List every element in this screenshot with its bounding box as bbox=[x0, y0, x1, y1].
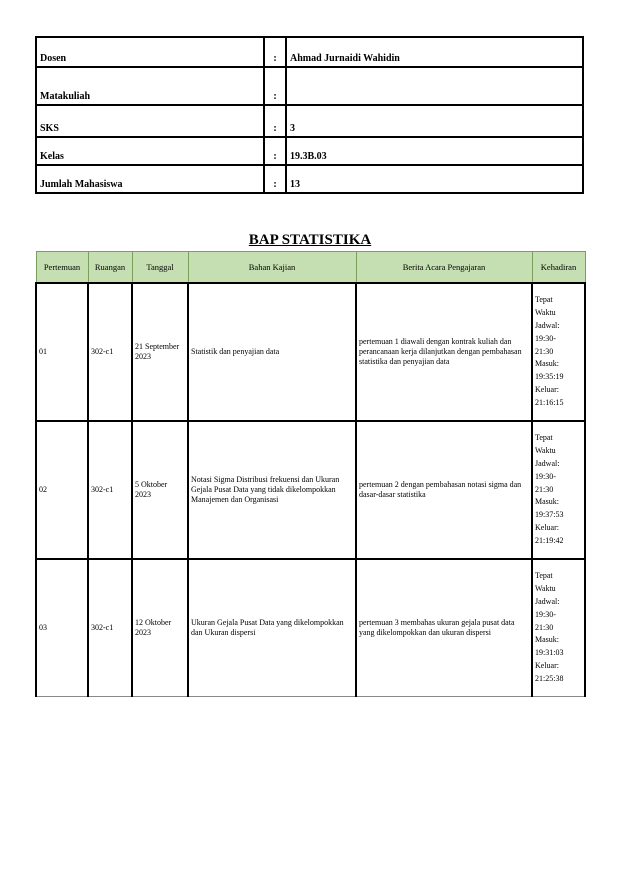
kehadiran-line: 21:30 bbox=[535, 484, 554, 494]
kehadiran-line: Masuk: bbox=[535, 497, 559, 507]
kehadiran-line: 21:30 bbox=[535, 346, 554, 356]
bap-table bbox=[35, 251, 586, 697]
kehadiran-line: Jadwal: bbox=[535, 321, 560, 330]
header-berita-acara: Berita Acara Pengajaran bbox=[356, 252, 532, 284]
info-label: Jumlah Mahasiswa bbox=[36, 165, 264, 193]
kehadiran-line: Masuk: bbox=[535, 635, 559, 645]
kehadiran-line: Waktu bbox=[535, 308, 556, 318]
cell-ruangan: 302-c1 bbox=[88, 283, 132, 421]
kehadiran-line: Waktu bbox=[535, 584, 556, 594]
info-value: 3 bbox=[286, 105, 583, 137]
cell-kehadiran bbox=[532, 421, 585, 559]
kehadiran-line: Tepat bbox=[535, 571, 553, 581]
info-row-dosen bbox=[36, 37, 583, 67]
table-row bbox=[36, 421, 585, 559]
cell-bahan-kajian: Notasi Sigma Distribusi frekuensi dan Ukuran Gejala Pusat Data yang tidak dikelompokkan Manajemen dan Organisasi bbox=[188, 421, 356, 559]
info-row-matakuliah bbox=[36, 67, 583, 105]
cell-ruangan: 302-c1 bbox=[88, 421, 132, 559]
table-row bbox=[36, 559, 585, 697]
cell-pertemuan: 02 bbox=[36, 421, 88, 559]
info-value: Ahmad Jurnaidi Wahidin bbox=[286, 37, 583, 67]
kehadiran-line: 19:31:03 bbox=[535, 648, 564, 658]
table-header-row bbox=[36, 252, 585, 284]
info-table bbox=[35, 36, 584, 194]
header-kehadiran: Kehadiran bbox=[532, 252, 585, 284]
page-title: BAP STATISTIKA bbox=[248, 232, 372, 248]
cell-berita-acara: pertemuan 2 dengan pembahasan notasi sigma dan dasar-dasar statistika bbox=[356, 421, 532, 559]
info-colon: : bbox=[264, 137, 286, 165]
kehadiran-line: Tepat bbox=[535, 295, 553, 305]
kehadiran-line: 21:16:15 bbox=[535, 397, 564, 407]
info-colon: : bbox=[264, 37, 286, 67]
kehadiran-line: Jadwal: bbox=[535, 597, 560, 606]
header-ruangan: Ruangan bbox=[88, 252, 132, 284]
kehadiran-line: 19:30- bbox=[535, 609, 556, 619]
cell-berita-acara: pertemuan 3 membahas ukuran gejala pusat data yang dikelompokkan dan ukuran dispersi bbox=[356, 559, 532, 697]
info-value bbox=[286, 67, 583, 105]
kehadiran-line: Jadwal: bbox=[535, 459, 560, 468]
info-label: Kelas bbox=[36, 137, 264, 165]
kehadiran-line: Keluar: bbox=[535, 660, 559, 670]
cell-tanggal: 5 Oktober 2023 bbox=[132, 421, 188, 559]
cell-pertemuan: 03 bbox=[36, 559, 88, 697]
info-row-jumlah-mahasiswa bbox=[36, 165, 583, 193]
kehadiran-line: 19:30- bbox=[535, 471, 556, 481]
info-value: 13 bbox=[286, 165, 583, 193]
info-row-kelas bbox=[36, 137, 583, 165]
header-pertemuan: Pertemuan bbox=[36, 252, 88, 284]
info-row-sks bbox=[36, 105, 583, 137]
cell-pertemuan: 01 bbox=[36, 283, 88, 421]
info-label: SKS bbox=[36, 105, 264, 137]
cell-kehadiran bbox=[532, 559, 585, 697]
kehadiran-line: Keluar: bbox=[535, 384, 559, 394]
info-colon: : bbox=[264, 165, 286, 193]
kehadiran-line: 21:19:42 bbox=[535, 535, 564, 545]
cell-bahan-kajian: Ukuran Gejala Pusat Data yang dikelompokkan dan Ukuran dispersi bbox=[188, 559, 356, 697]
header-bahan-kajian: Bahan Kajian bbox=[188, 252, 356, 284]
kehadiran-line: Masuk: bbox=[535, 359, 559, 369]
info-value: 19.3B.03 bbox=[286, 137, 583, 165]
cell-ruangan: 302-c1 bbox=[88, 559, 132, 697]
header-tanggal: Tanggal bbox=[132, 252, 188, 284]
kehadiran-line: 19:37:53 bbox=[535, 510, 564, 520]
cell-tanggal: 21 September 2023 bbox=[132, 283, 188, 421]
info-label: Dosen bbox=[36, 37, 264, 67]
cell-tanggal: 12 Oktober 2023 bbox=[132, 559, 188, 697]
info-label: Matakuliah bbox=[36, 67, 264, 105]
kehadiran-line: 21:30 bbox=[535, 622, 554, 632]
cell-berita-acara: pertemuan 1 diawali dengan kontrak kuliah dan perancanaan kerja dilanjutkan dengan pembahasan statistika dan penyajian data bbox=[356, 283, 532, 421]
cell-bahan-kajian: Statistik dan penyajian data bbox=[188, 283, 356, 421]
kehadiran-line: Keluar: bbox=[535, 522, 559, 532]
kehadiran-line: 21:25:38 bbox=[535, 673, 564, 683]
kehadiran-line: Tepat bbox=[535, 433, 553, 443]
kehadiran-line: 19:35:19 bbox=[535, 372, 564, 382]
kehadiran-line: 19:30- bbox=[535, 333, 556, 343]
kehadiran-line: Waktu bbox=[535, 446, 556, 456]
info-colon: : bbox=[264, 105, 286, 137]
info-colon: : bbox=[264, 67, 286, 105]
cell-kehadiran bbox=[532, 283, 585, 421]
table-row bbox=[36, 283, 585, 421]
